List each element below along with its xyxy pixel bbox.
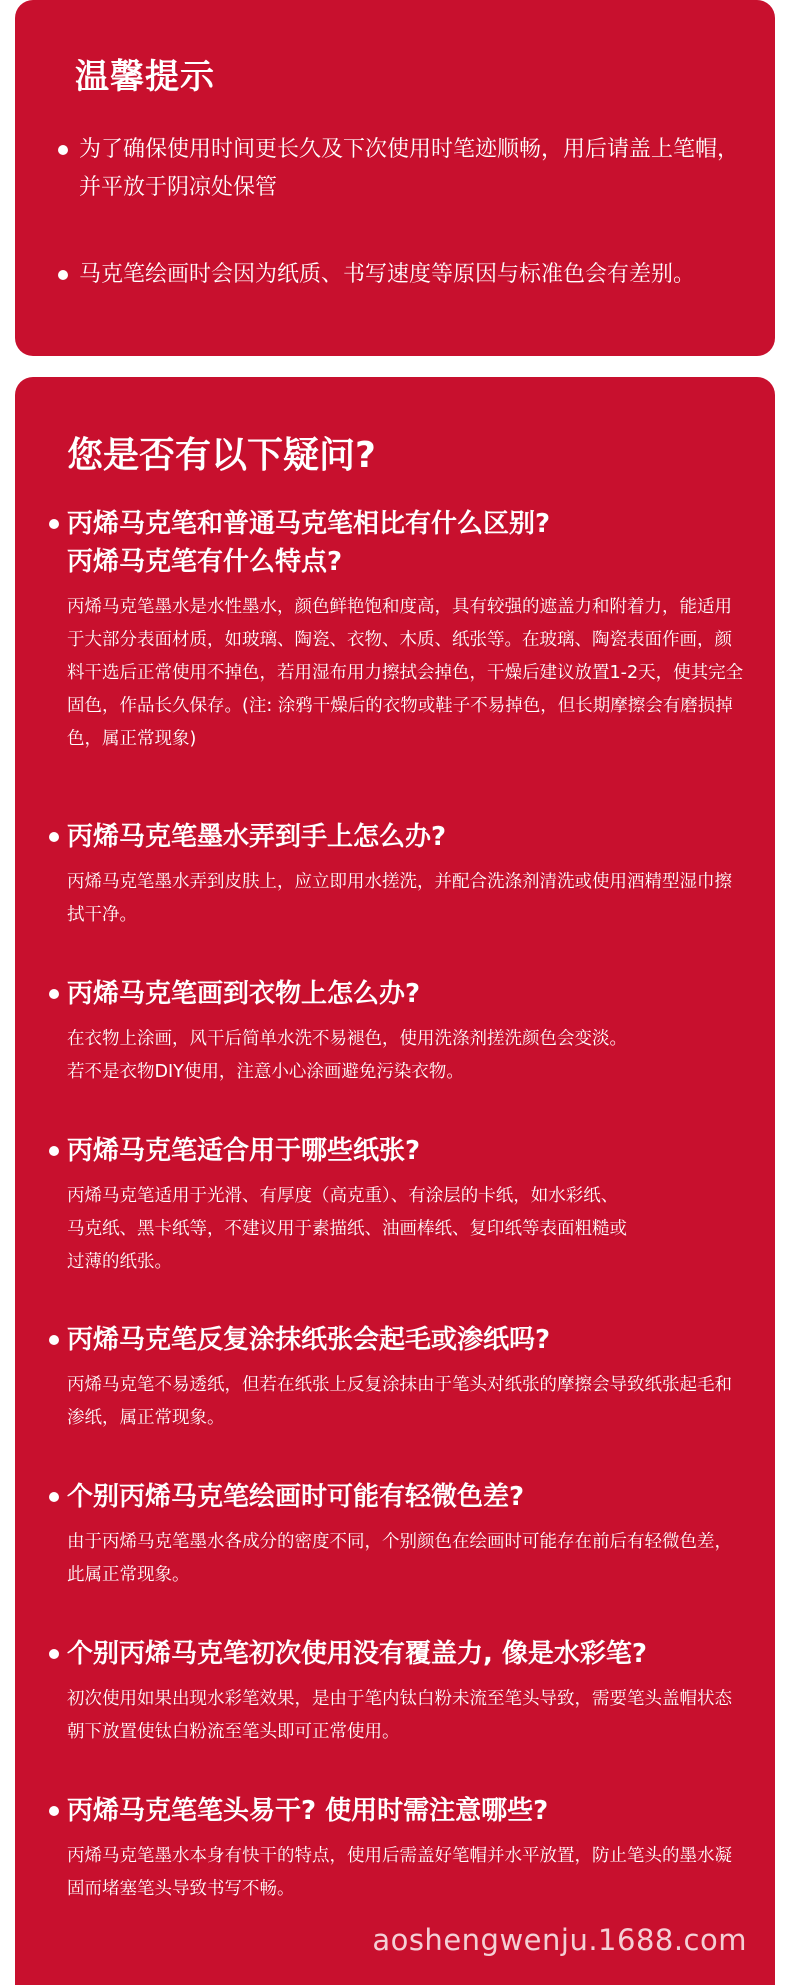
faq-question: 丙烯马克笔适合用于哪些纸张?: [43, 1132, 763, 1170]
faq-answer: 由于丙烯马克笔墨水各成分的密度不同，个别颜色在绘画时可能存在前后有轻微色差，此属正常现象。: [67, 1532, 732, 1585]
faq-item: [43, 1132, 763, 1279]
tips-title: 温馨提示: [75, 57, 215, 97]
faq-question: 个别丙烯马克笔绘画时可能有轻微色差?: [43, 1478, 763, 1516]
tips-card: [15, 0, 775, 356]
faq-question: 丙烯马克笔墨水弄到手上怎么办?: [43, 818, 763, 856]
faq-item: [43, 818, 763, 932]
faq-item: [43, 1635, 763, 1749]
faq-answer: 丙烯马克笔墨水是水性墨水，颜色鲜艳饱和度高，具有较强的遮盖力和附着力，能适用于大部分表面材质，如玻璃、陶瓷、衣物、木质、纸张等。在玻璃、陶瓷表面作画，颜料干选后正常使用不掉色，若用湿布用力擦拭会掉色，干燥后建议放置1-2天，使其完全固色，作品长久保存。(注: 涂鸦干燥后的衣物或鞋子不易掉色，但长期摩擦会有磨损掉色，属正常现象): [67, 597, 744, 749]
faq-question: 丙烯马克笔反复涂抹纸张会起毛或渗纸吗?: [43, 1321, 763, 1359]
faq-question: 丙烯马克笔画到衣物上怎么办?: [43, 975, 763, 1013]
faq-title: 您是否有以下疑问?: [67, 435, 376, 476]
watermark: aoshengwenju.1688.com: [372, 1923, 747, 1957]
faq-answer: 丙烯马克笔不易透纸，但若在纸张上反复涂抹由于笔头对纸张的摩擦会导致纸张起毛和渗纸，属正常现象。: [67, 1375, 732, 1428]
faq-question: 丙烯马克笔和普通马克笔相比有什么区别? 丙烯马克笔有什么特点?: [43, 505, 763, 581]
tip-item: 为了确保使用时间更长久及下次使用时笔迹顺畅，用后请盖上笔帽，并平放于阴凉处保管: [55, 131, 755, 207]
faq-card: [15, 377, 775, 1985]
faq-item: [43, 1792, 763, 1906]
faq-answer: 丙烯马克笔适用于光滑、有厚度（高克重）、有涂层的卡纸，如水彩纸、 马克纸、黑卡纸等，不建议用于素描纸、油画棒纸、复印纸等表面粗糙或 过薄的纸张。: [67, 1186, 627, 1272]
faq-item: [43, 1321, 763, 1435]
faq-answer: 初次使用如果出现水彩笔效果，是由于笔内钛白粉未流至笔头导致，需要笔头盖帽状态朝下放置使钛白粉流至笔头即可正常使用。: [67, 1689, 732, 1742]
faq-answer: 丙烯马克笔墨水弄到皮肤上，应立即用水搓洗，并配合洗涤剂清洗或使用酒精型湿巾擦拭干净。: [67, 872, 732, 925]
faq-answer: 在衣物上涂画，风干后简单水洗不易褪色，使用洗涤剂搓洗颜色会变淡。 若不是衣物DIY使用，注意小心涂画避免污染衣物。: [67, 1029, 627, 1082]
faq-item: [43, 975, 763, 1089]
faq-item: [43, 1478, 763, 1592]
faq-item: [43, 505, 763, 756]
faq-question: 丙烯马克笔笔头易干? 使用时需注意哪些?: [43, 1792, 763, 1830]
tip-item: 马克笔绘画时会因为纸质、书写速度等原因与标准色会有差别。: [55, 256, 755, 294]
faq-answer: 丙烯马克笔墨水本身有快干的特点，使用后需盖好笔帽并水平放置，防止笔头的墨水凝固而堵塞笔头导致书写不畅。: [67, 1846, 732, 1899]
faq-question: 个别丙烯马克笔初次使用没有覆盖力, 像是水彩笔?: [43, 1635, 763, 1673]
